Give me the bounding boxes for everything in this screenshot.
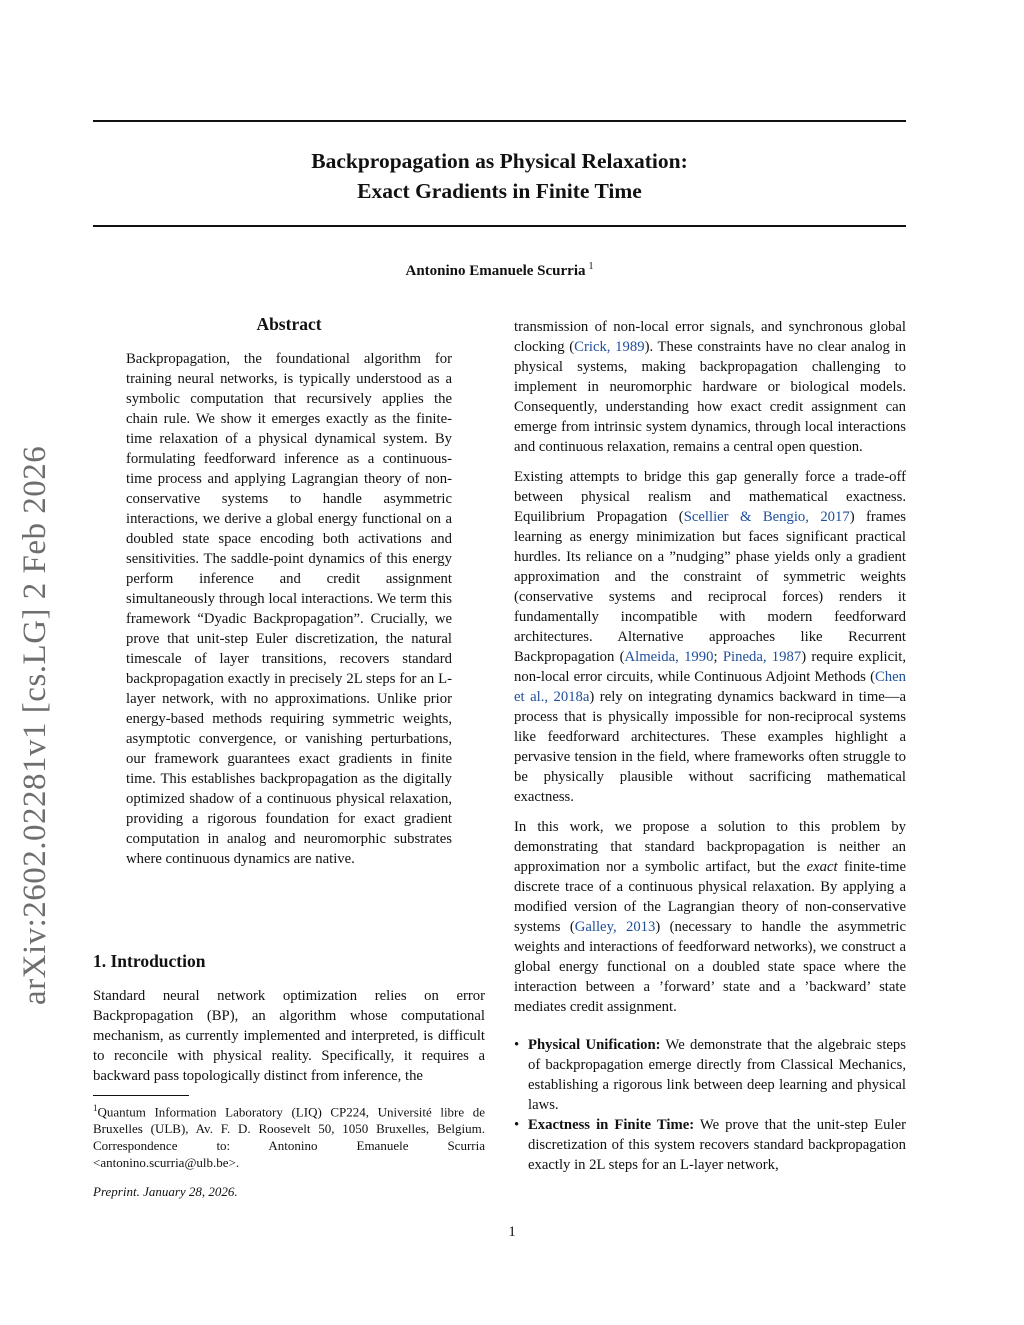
list-item <box>514 1115 906 1175</box>
paragraph-3 <box>514 817 906 1017</box>
paragraph-text: ) require explicit, non-local error circuits, while Continuous Adjoint Methods ( <box>514 649 906 685</box>
emphasis: exact <box>806 859 838 875</box>
paragraph-1 <box>514 317 906 457</box>
paragraph-text: ; <box>713 649 723 665</box>
right-column <box>514 317 906 1175</box>
paragraph-text: ). These constraints have no clear analog in physical systems, making backpropagation challenging to implement in neuromorphic hardware or biological models. Consequently, understanding how exact credit assignment can emerge from intrinsic system dynamics, through local interactions and continuous relaxation, remains a central open question. <box>514 339 906 455</box>
author-affiliation-mark: 1 <box>588 261 594 272</box>
list-item-label: Physical Unification: <box>528 1037 661 1053</box>
citation-link[interactable]: Chen et al., 2018a <box>514 669 906 705</box>
paper-title <box>93 146 906 206</box>
abstract-text: Backpropagation, the foundational algorithm for training neural networks, is typically understood as a symbolic computation that recursively applies the chain rule. We show it emerges exactly as the finite-time relaxation of a physical dynamical system. By formulating feedforward inference as a continuous-time process and applying Lagrangian theory of non-conservative systems to handle asymmetric interactions, we derive a global energy functional on a doubled state space encoding both activations and sensitivities. The saddle-point dynamics of this energy perform inference and credit assignment simultaneously through local interactions. We term this framework “Dyadic Backpropagation”. Crucially, we prove that unit-step Euler discretization, the natural timescale of layer transitions, recovers standard backpropagation exactly in precisely 2L steps for an L-layer network, with no approximations. Unlike prior energy-based methods requiring symmetric weights, asymptotic convergence, or vanishing perturbations, our framework guarantees exact gradients in finite time. This establishes backpropagation as the digitally optimized shadow of a continuous physical relaxation, providing a rigorous foundation for exact gradient computation in analog and neuromorphic substrates where continuous dynamics are native. <box>126 351 452 867</box>
citation-link[interactable]: Pineda, 1987 <box>722 649 802 665</box>
author-line <box>93 261 906 280</box>
title-top-rule <box>93 120 906 122</box>
footnote-text: Quantum Information Laboratory (LIQ) CP224, Université libre de Bruxelles (ULB), Av. F. D. Roosevelt 50, 1050 Bruxelles, Belgium. Correspondence to: Antonino Emanuele Scurria <antonino.scurria@ulb.be>. <box>93 1104 485 1171</box>
abstract-heading: Abstract <box>256 314 322 334</box>
bullet-icon: • <box>514 1037 520 1053</box>
citation-link[interactable]: Galley, 2013 <box>574 919 656 935</box>
preprint-date: Preprint. January 28, 2026. <box>93 1184 238 1199</box>
paragraph-text: transmission of non-local error signals, and synchronous global clocking ( <box>514 319 906 355</box>
list-item-text: We demonstrate that the algebraic steps of backpropagation emerge directly from Classical Mechanics, establishing a rigorous link between deep learning and physical laws. <box>528 1037 906 1113</box>
footnote <box>93 1100 485 1171</box>
paper-title-line-2: Exact Gradients in Finite Time <box>357 179 642 203</box>
author-name: Antonino Emanuele Scurria <box>405 263 586 279</box>
paper-title-line-1: Backpropagation as Physical Relaxation: <box>311 149 688 173</box>
footnote-rule <box>93 1095 189 1096</box>
citation-link[interactable]: Scellier & Bengio, 2017 <box>683 509 850 525</box>
paragraph-text: ) rely on integrating dynamics backward in time—a process that is physically impossible for non-reciprocal systems like feedforward architectures. These examples highlight a pervasive tension in the field, where frameworks often struggle to be physically plausible without sacrificing mathematical exactness. <box>514 689 907 805</box>
paragraph-text: Existing attempts to bridge this gap generally force a trade-off between physical realism and mathematical exactness. Equilibrium Propagation ( <box>514 469 906 525</box>
introduction-text: Standard neural network optimization relies on error Backpropagation (BP), an algorithm whose computational mechanism, as currently implemented and interpreted, is difficult to reconcile with physical reality. Specifically, it requires a backward pass topologically distinct from inference, the <box>93 988 485 1084</box>
arxiv-identifier: arXiv:2602.02281v1 [cs.LG] 2 Feb 2026 <box>17 445 53 1005</box>
paragraph-text: ) (necessary to handle the asymmetric weights and interactions of feedforward networks), we construct a global energy functional on a doubled state space where the interaction between a ’forward’ state and a ’backward’ state mediates credit assignment. <box>514 919 907 1015</box>
paragraph-text: ) frames learning as energy minimization but faces significant practical hurdles. Its reliance on a ”nudging” phase yields only a gradient approximation and the constraint of symmetric weights (conservative systems and reciprocal forces) renders it fundamentally incompatible with modern feedforward architectures. Alternative approaches like Recurrent Backpropagation ( <box>514 509 906 665</box>
introduction-heading: 1. Introduction <box>93 951 206 971</box>
paragraph-text: finite-time discrete trace of a continuous physical relaxation. By applying a modified version of the Lagrangian theory of non-conservative systems ( <box>514 859 906 935</box>
list-item <box>514 1035 906 1115</box>
bullet-icon: • <box>514 1117 520 1133</box>
title-bottom-rule <box>93 225 906 227</box>
paragraph-2 <box>514 467 906 807</box>
citation-link[interactable]: Crick, 1989 <box>574 339 645 355</box>
list-item-text: We prove that the unit-step Euler discretization of this system recovers standard backpropagation exactly in 2L steps for an L-layer network, <box>528 1117 906 1173</box>
list-item-label: Exactness in Finite Time: <box>528 1117 695 1133</box>
paragraph-text: In this work, we propose a solution to this problem by demonstrating that standard backpropagation is neither an approximation nor a symbolic artifact, but the <box>514 819 906 875</box>
page-number: 1 <box>508 1224 516 1240</box>
citation-link[interactable]: Almeida, 1990 <box>624 649 714 665</box>
footnote-mark: 1 <box>93 1103 98 1113</box>
contribution-list <box>514 1035 906 1175</box>
